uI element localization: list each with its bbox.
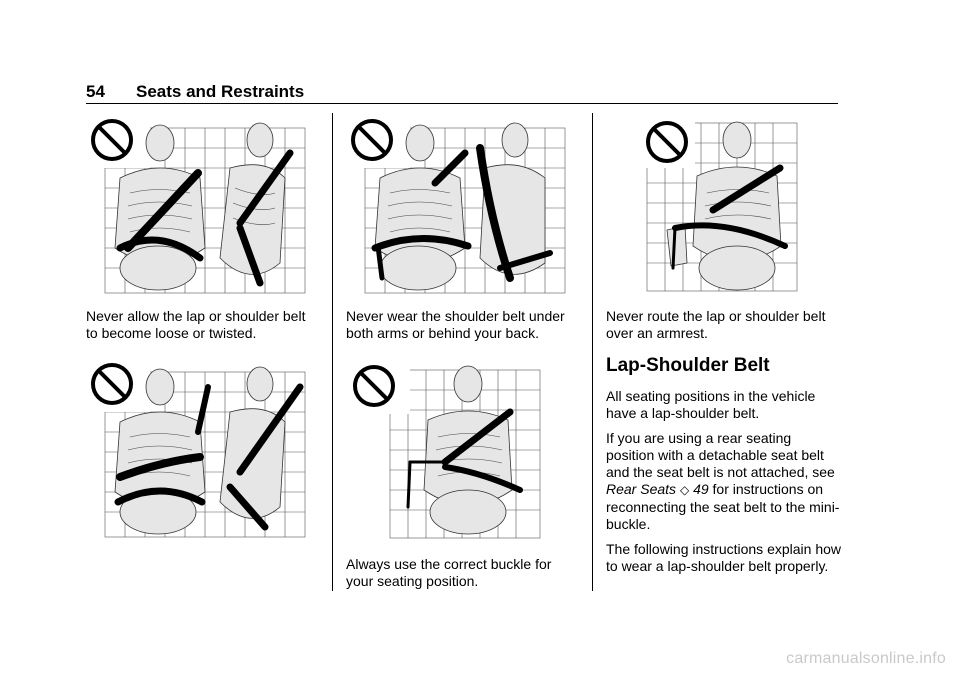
- body-paragraph-2: If you are using a rear seating position with a detachable seat belt and the seat belt is not attached, see Rear Seats ◇ 49 for instructions on reconnecting the seat belt to the mini-buckle.: [606, 430, 840, 532]
- page-ref-icon: ◇: [679, 483, 690, 497]
- seatbelt-illustration-2: [90, 362, 308, 540]
- illustration-loose-twisted: [90, 118, 308, 296]
- body-paragraph-3: The following instructions explain how to wear a lap-shoulder belt properly.: [606, 541, 842, 574]
- page-header: [86, 82, 838, 102]
- illustration-armrest: [645, 118, 805, 294]
- caption-loose-twisted: Never allow the lap or shoulder belt to become loose or twisted.: [86, 308, 306, 341]
- caption-correct-buckle: Always use the correct buckle for your seating position.: [346, 556, 552, 589]
- seatbelt-illustration-1: [90, 118, 308, 296]
- seatbelt-illustration-4: [350, 362, 550, 542]
- caption-under-arms: Never wear the shoulder belt under both arms or behind your back.: [346, 308, 565, 341]
- watermark: carmanualsonline.info: [786, 650, 946, 667]
- section-title-header: Seats and Restraints: [136, 82, 305, 101]
- column-divider-2: [592, 113, 593, 591]
- page-ref-number[interactable]: 49: [693, 481, 709, 497]
- body-paragraph-1: All seating positions in the vehicle have a lap-shoulder belt.: [606, 388, 816, 421]
- illustration-under-arms: [350, 118, 568, 296]
- rear-seats-link[interactable]: Rear Seats: [606, 481, 677, 497]
- page-number: 54: [86, 82, 105, 101]
- seatbelt-illustration-5: [645, 118, 805, 294]
- caption-armrest: Never route the lap or shoulder belt over an armrest.: [606, 308, 826, 341]
- column-divider-1: [332, 113, 333, 591]
- illustration-correct-buckle: [350, 362, 550, 542]
- body-text: [606, 388, 841, 583]
- header-rule: [86, 103, 838, 104]
- seatbelt-illustration-3: [350, 118, 568, 296]
- section-heading: Lap-Shoulder Belt: [606, 355, 770, 376]
- illustration-loose-variant: [90, 362, 308, 540]
